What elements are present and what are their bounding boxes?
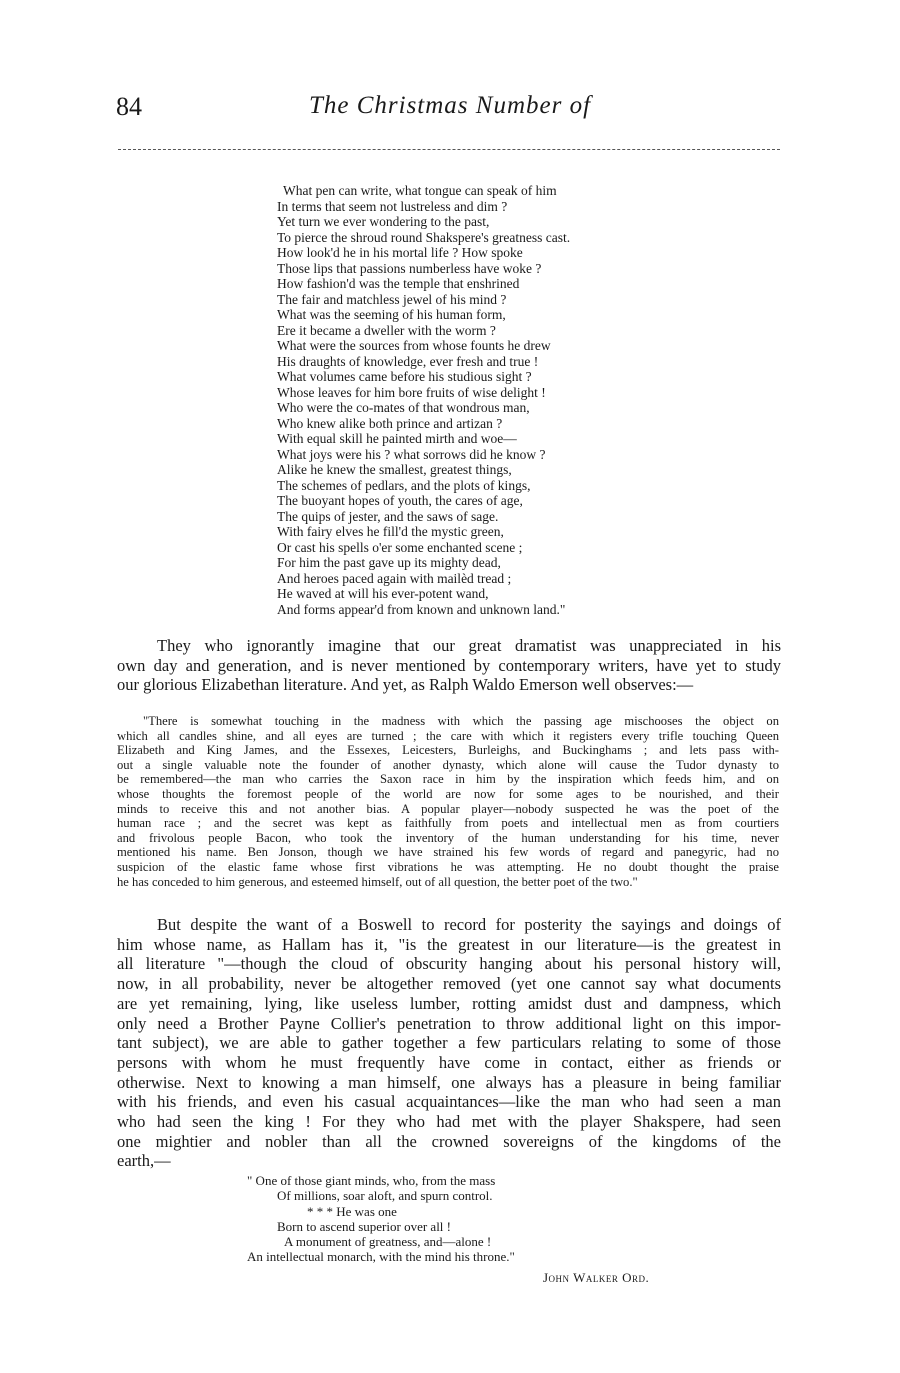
poem-line: For him the past gave up its mighty dead, [277, 555, 501, 570]
quote-line: Elizabeth and King James, and the Essexes, Leicesters, Burleighs, and Buckinghams ; and lets pass with- [117, 743, 779, 758]
poem-line: How look'd he in his mortal life ? How spoke [277, 245, 523, 260]
poem-line: Or cast his spells o'er some enchanted scene ; [277, 539, 523, 555]
poem-line: " One of those giant minds, who, from the mass [247, 1173, 496, 1188]
quote-line: which all candles shine, and all eyes are turned ; the care with which it registers every trifle touching Queen [117, 728, 779, 743]
poem-line: The quips of jester, and the saws of sage. [277, 508, 499, 524]
quote-line: human race ; and the secret was kept as faithfully from poets and intellectual men as from courtiers [117, 816, 779, 831]
paragraph-line: earth,— [117, 1151, 171, 1171]
poem-line: The schemes of pedlars, and the plots of kings, [277, 477, 531, 493]
closing-poem [247, 1173, 515, 1265]
paragraph-line: They who ignorantly imagine that our great dramatist was unappreciated in his [157, 636, 781, 655]
paragraph-line: now, in all probability, never be altogether removed (yet one cannot say what documents [117, 974, 781, 994]
poem-line: What pen can write, what tongue can speak of him [283, 183, 557, 198]
poem-line: What volumes came before his studious sight ? [277, 369, 532, 384]
poem-line: Whose leaves for him bore fruits of wise delight ! [277, 384, 546, 400]
poem-line: An intellectual monarch, with the mind his throne." [247, 1249, 515, 1265]
poem-line: In terms that seem not lustreless and dim ? [277, 198, 508, 214]
poem-line: Born to ascend superior over all ! [277, 1218, 452, 1234]
quote-line: suspicion of the elastic fame whose first vibrations he was attempting. He no doubt thought the praise [117, 859, 779, 874]
poem-line: His draughts of knowledge, ever fresh and true ! [277, 353, 539, 369]
poem-line: What were the sources from whose founts he drew [277, 338, 551, 353]
paragraph-line: who had seen the king ! For they who had met with the player Shakspere, had seen [117, 1112, 781, 1132]
paragraph-line: with his friends, and even his casual acquaintances—like the man who had seen a man [117, 1092, 781, 1112]
poem-line: Of millions, soar aloft, and spurn control. [277, 1188, 493, 1204]
poem-line: Ere it became a dweller with the worm ? [277, 322, 496, 338]
running-title: The Christmas Number of [308, 92, 592, 119]
quote-line: be remembered—the man who carries the Saxon race in him by the inspiration which feeds him, and on [117, 772, 779, 787]
emerson-quotation [117, 714, 779, 889]
poem-line: The fair and matchless jewel of his mind ? [277, 291, 507, 307]
poem-attribution: John Walker Ord. [543, 1270, 650, 1285]
poem-line: How fashion'd was the temple that enshrined [277, 276, 520, 291]
poem-line: A monument of greatness, and—alone ! [284, 1234, 492, 1250]
poem-line: Yet turn we ever wondering to the past, [277, 214, 490, 229]
poem-line: With equal skill he painted mirth and woe— [277, 431, 517, 446]
paragraph-emerson-intro [117, 636, 781, 695]
poem-line: And heroes paced again with mailèd tread ; [277, 570, 512, 586]
quote-line: minds to receive this and not another bias. A popular player—nobody suspected he was the poet of the [117, 801, 779, 816]
page-number: 84 [116, 92, 142, 121]
paragraph-boswell [117, 915, 781, 1171]
paragraph-line: our glorious Elizabethan literature. And yet, as Ralph Waldo Emerson well observes:— [117, 675, 694, 695]
paragraph-line: own day and generation, and is never mentioned by contemporary writers, have yet to study [117, 655, 781, 675]
quote-line: and frivolous people Bacon, who took the inventory of the human understanding for his time, never [117, 830, 779, 845]
quote-line: mentioned his name. Ben Jonson, though we have strained his few words of regard and panegyric, had no [117, 845, 779, 860]
paragraph-line: all literature "—though the cloud of obscurity hanging about his personal history will, [117, 954, 781, 974]
poem-line: Alike he knew the smallest, greatest things, [277, 462, 512, 477]
poem-line: Those lips that passions numberless have woke ? [277, 260, 542, 276]
poem-line: And forms appear'd from known and unknown land." [277, 601, 566, 617]
quote-line: "There is somewhat touching in the madness with which the passing age mischooses the object on [143, 714, 779, 728]
opening-poem [277, 183, 570, 617]
poem-line: Who knew alike both prince and artizan ? [277, 415, 503, 431]
paragraph-line: tant subject), we are able to gather together a few particulars relating to some of those [117, 1033, 781, 1053]
paragraph-line: otherwise. Next to knowing a man himself, one always has a pleasure in being familiar [117, 1072, 781, 1092]
poem-line: What was the seeming of his human form, [277, 307, 506, 322]
paragraph-line: only need a Brother Payne Collier's penetration to throw additional light on this impor- [117, 1013, 781, 1033]
paragraph-line: persons with whom he must frequently have come in contact, either as friends or [117, 1052, 781, 1072]
poem-line: To pierce the shroud round Shakspere's greatness cast. [277, 229, 571, 245]
poem-line: With fairy elves he fill'd the mystic green, [277, 524, 504, 539]
poem-line: The buoyant hopes of youth, the cares of age, [277, 493, 523, 508]
quote-line: out a single valuable note the founder of another dynasty, which alone will cause the Tudor dynasty to [117, 757, 779, 772]
header-rule [118, 149, 780, 150]
poem-line: * * * He was one [307, 1203, 397, 1219]
paragraph-line: are yet remaining, lying, like useless lumber, rotting amidst dust and dampness, which [117, 993, 781, 1013]
quote-line: whose thoughts the foremost people of the world are now for some ages to be nourished, and their [117, 786, 779, 801]
quote-line: he has conceded to him generous, and esteemed himself, out of all question, the better poet of the two." [117, 874, 638, 889]
poem-line: He waved at will his ever-potent wand, [277, 586, 489, 601]
poem-line: Who were the co-mates of that wondrous man, [277, 400, 530, 415]
paragraph-line: one mightier and nobler than all the crowned sovereigns of the kingdoms of the [117, 1131, 781, 1151]
poem-line: What joys were his ? what sorrows did he know ? [277, 446, 546, 462]
paragraph-line: him whose name, as Hallam has it, "is the greatest in our literature—is the greatest in [117, 934, 781, 954]
paragraph-line: But despite the want of a Boswell to record for posterity the sayings and doings of [157, 915, 781, 934]
